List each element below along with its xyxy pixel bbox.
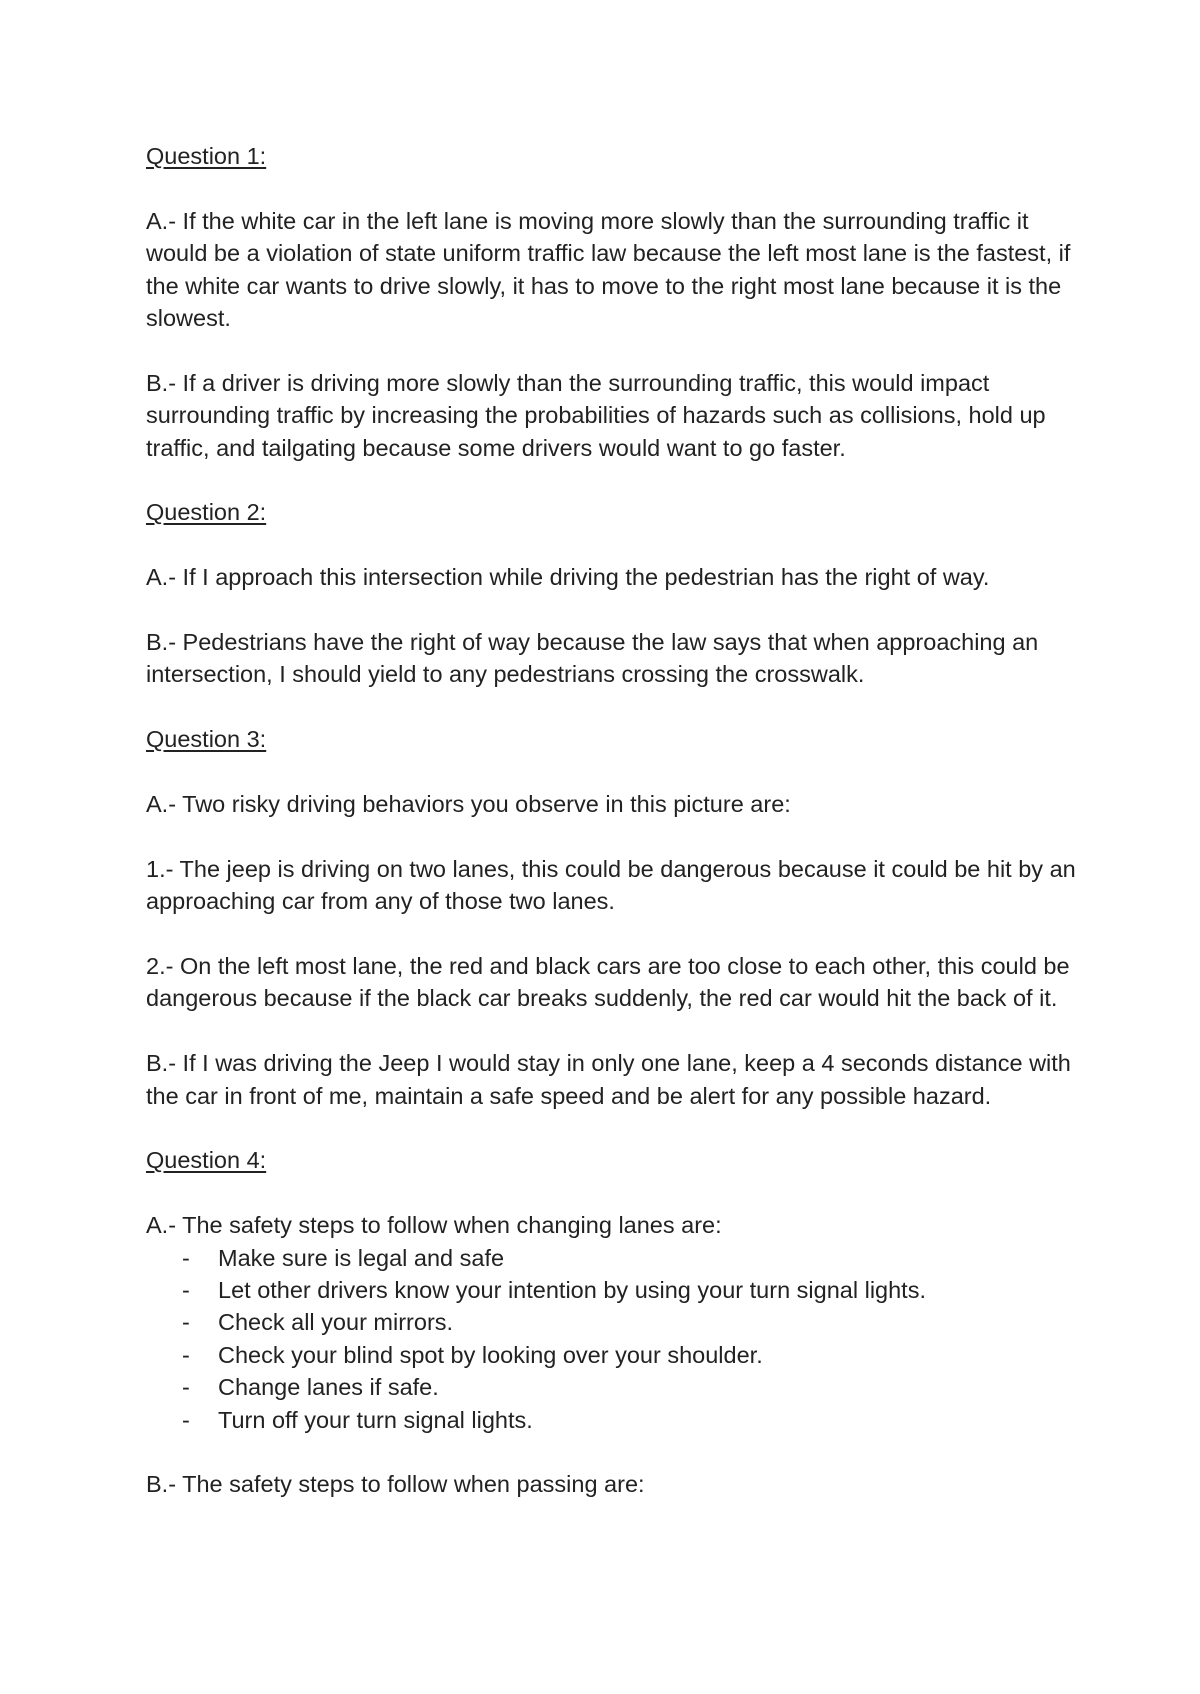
list-item-text: Turn off your turn signal lights. <box>218 1406 533 1433</box>
list-item <box>146 1339 1076 1371</box>
question-4-heading: Question 4: <box>146 1147 267 1174</box>
list-item-text: Check all your mirrors. <box>218 1309 454 1336</box>
list-item-text: Check your blind spot by looking over your shoulder. <box>218 1341 763 1368</box>
list-item-text: Change lanes if safe. <box>218 1374 439 1401</box>
question-3-answer-a: A.- Two risky driving behaviors you observe in this picture are: <box>146 791 791 818</box>
question-4-answer-a: A.- The safety steps to follow when changing lanes are: <box>146 1212 722 1239</box>
dash-bullet: - <box>182 1341 190 1368</box>
document-page <box>146 140 1076 1533</box>
question-2-answer-b: B.- Pedestrians have the right of way because the law says that when approaching an intersection, I should yield to any pedestrians crossing the crosswalk. <box>146 629 1039 688</box>
question-3-answer-b: B.- If I was driving the Jeep I would stay in only one lane, keep a 4 seconds distance with the car in front of me, maintain a safe speed and be alert for any possible hazard. <box>146 1050 1071 1109</box>
question-1-answer-a: A.- If the white car in the left lane is moving more slowly than the surrounding traffic it would be a violation of state uniform traffic law because the left most lane is the fastest, if the white car wants to drive slowly, it has to move to the right most lane because it is the slowest. <box>146 207 1071 332</box>
question-3-item-1: 1.- The jeep is driving on two lanes, this could be dangerous because it could be hit by an approaching car from any of those two lanes. <box>146 855 1076 915</box>
list-item-text: Make sure is legal and safe <box>218 1244 505 1271</box>
question-1-answer-b: B.- If a driver is driving more slowly than the surrounding traffic, this would impact surrounding traffic by increasing the probabilities of hazards such as collisions, hold up traffic, and tailgating because some drivers would want to go faster. <box>146 369 1046 461</box>
list-item <box>146 1274 1076 1306</box>
question-3-item-2: 2.- On the left most lane, the red and black cars are too close to each other, this could be dangerous because if the black car breaks suddenly, the red car would hit the back of it. <box>146 953 1070 1012</box>
list-item <box>146 1306 1076 1338</box>
list-item <box>146 1371 1076 1403</box>
question-4-answer-b: B.- The safety steps to follow when passing are: <box>146 1471 645 1498</box>
list-item-text: Let other drivers know your intention by using your turn signal lights. <box>218 1277 926 1304</box>
question-2-answer-a: A.- If I approach this intersection while driving the pedestrian has the right of way. <box>146 564 990 591</box>
question-3-heading: Question 3: <box>146 726 267 753</box>
lane-change-steps-list <box>146 1242 1076 1436</box>
dash-bullet: - <box>182 1277 190 1304</box>
dash-bullet: - <box>182 1244 190 1271</box>
dash-bullet: - <box>182 1374 190 1401</box>
dash-bullet: - <box>182 1406 190 1433</box>
dash-bullet: - <box>182 1309 190 1336</box>
question-2-heading: Question 2: <box>146 499 267 526</box>
question-1-heading: Question 1: <box>146 143 267 169</box>
list-item <box>146 1404 1076 1436</box>
list-item <box>146 1242 1076 1274</box>
